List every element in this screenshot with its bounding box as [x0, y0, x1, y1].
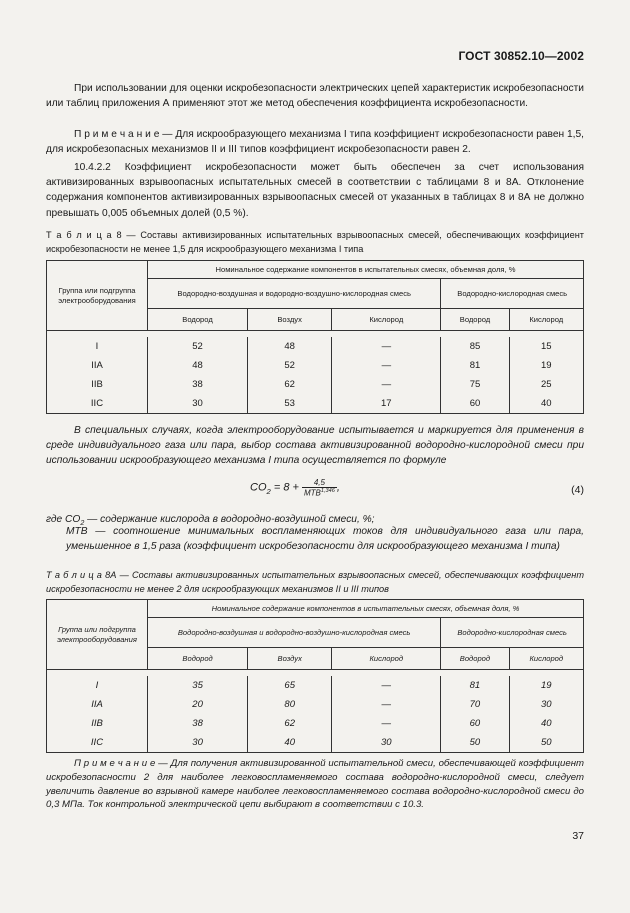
value-cell: 48	[148, 356, 248, 375]
value-cell: 81	[441, 356, 509, 375]
mix2-header: Водородно-кислородная смесь	[441, 618, 584, 648]
formula-fraction	[302, 478, 337, 498]
where-co2: где $CO_2$ — содержание кислорода в водородно-воздушной смеси, %;	[46, 514, 375, 528]
value-cell: 40	[509, 394, 583, 414]
col-header: Воздух	[248, 648, 332, 670]
value-cell: 38	[148, 714, 248, 733]
value-cell: 20	[148, 695, 248, 714]
col-header: Кислород	[332, 648, 441, 670]
note-label: П р и м е ч а н и е	[74, 758, 156, 769]
table-row	[47, 676, 584, 695]
table-row	[47, 375, 584, 394]
table-8a	[46, 599, 584, 753]
paragraph-special-cases: В специальных случаях, когда электрооборудование испытывается и маркируется для применения в среде индивидуального газа или пара, выбор состава активизированной водородно-кислородной смеси при использовании искрообразующего механизма I типа осуществляется по формуле	[46, 425, 584, 467]
col-header: Водород	[441, 648, 509, 670]
row-group-cell: I	[47, 337, 148, 356]
value-cell: 30	[332, 733, 441, 753]
value-cell: —	[332, 695, 441, 714]
row-group-cell: IIB	[47, 714, 148, 733]
nominal-header: Номинальное содержание компонентов в испытательных смесях, объемная доля, %	[148, 261, 584, 279]
formula-lhs-sub: 2	[266, 486, 271, 496]
paragraph-method: При использовании для оценки искробезопасности электрических цепей характеристик искробезопасности или таблиц приложения А применяют этот же метод обеспечения коэффициента искробезопасности.	[46, 83, 584, 110]
col-header: Кислород	[509, 309, 583, 331]
paragraph-10-4-2-2: 10.4.2.2 Коэффициент искробезопасности может быть обеспечен за счет использования активизированных взрывоопасных испытательных смесей в соответствии с таблицами 8 и 8А. Отклонение содержания компонентов активизированных взрывоопасных смесей от указанных в таблицах 8 и 8А не должно превышать 0,005 объемных долей (0,5 %).	[46, 162, 584, 219]
value-cell: 85	[441, 337, 509, 356]
value-cell: 75	[441, 375, 509, 394]
note-safety-factor	[46, 127, 584, 157]
note-pressure	[46, 757, 584, 812]
note-text: — Для искрообразующего механизма I типа коэффициент искробезопасности равен 1,5, для искробезопасных механизмов II и III типов коэффициент искробезопасности равен 2.	[46, 129, 585, 156]
group-header: Группа или подгруппа электрооборудования	[47, 600, 148, 670]
table-row	[47, 394, 584, 414]
row-group-cell: IIC	[47, 733, 148, 753]
value-cell: 48	[248, 337, 332, 356]
value-cell: 81	[441, 676, 509, 695]
value-cell: 50	[441, 733, 509, 753]
table-row	[47, 337, 584, 356]
row-group-cell: I	[47, 676, 148, 695]
equation-number: (4)	[571, 484, 584, 496]
formula-denominator: MTB$^{1,346}$	[303, 488, 335, 498]
group-header: Группа или подгруппа электрооборудования	[47, 261, 148, 331]
value-cell: 19	[509, 676, 583, 695]
value-cell: 52	[248, 356, 332, 375]
value-cell: 62	[248, 375, 332, 394]
document-id: ГОСТ 30852.10—2002	[458, 49, 584, 63]
formula-exponent: 1,346	[320, 488, 335, 494]
value-cell: 35	[148, 676, 248, 695]
value-cell: —	[332, 676, 441, 695]
value-cell: 38	[148, 375, 248, 394]
page-number: 37	[572, 830, 584, 842]
formula-lhs: CO	[250, 481, 267, 494]
col-header: Водород	[148, 648, 248, 670]
value-cell: 25	[509, 375, 583, 394]
value-cell: —	[332, 356, 441, 375]
value-cell: 60	[441, 394, 509, 414]
value-cell: 19	[509, 356, 583, 375]
table-8-caption: Т а б л и ц а 8 — Составы активизированных испытательных взрывоопасных смесей, обеспечивающих коэффициент искробезопасности не менее 1,5 для искрообразующего механизма I типа	[46, 230, 584, 254]
note-text: — Для получения активизированной испытательной смеси, обеспечивающей коэффициент искробезопасности 2 для наиболее легковоспламеняемого состава водородно-кислородной смеси, следует увеличить давление во взрывной камере наиболее легковоспламеняемого состава водородно-кислородной смеси до 0,3 МПа. Ток контрольной электрической цепи выбирают в соответствии с 10.3.	[46, 758, 584, 811]
table-row	[47, 695, 584, 714]
value-cell: 40	[248, 733, 332, 753]
value-cell: 52	[148, 337, 248, 356]
col-header: Водород	[441, 309, 509, 331]
col-header: Воздух	[248, 309, 332, 331]
value-cell: 15	[509, 337, 583, 356]
col-header: Водород	[148, 309, 248, 331]
value-cell: 60	[441, 714, 509, 733]
value-cell: 17	[332, 394, 441, 414]
mix2-header: Водородно-кислородная смесь	[441, 279, 584, 309]
value-cell: 65	[248, 676, 332, 695]
value-cell: 40	[509, 714, 583, 733]
value-cell: 70	[441, 695, 509, 714]
value-cell: 30	[148, 394, 248, 414]
value-cell: 80	[248, 695, 332, 714]
value-cell: 53	[248, 394, 332, 414]
mix1-header: Водородно-воздушная и водородно-воздушно-кислородная смесь	[148, 618, 441, 648]
table-row	[47, 733, 584, 753]
formula-numerator: 4,5	[302, 478, 337, 488]
value-cell: 30	[148, 733, 248, 753]
note-label: П р и м е ч а н и е	[74, 129, 160, 140]
row-group-cell: IIA	[47, 695, 148, 714]
col-header: Кислород	[509, 648, 583, 670]
table-row	[47, 356, 584, 375]
formula-tail: ,	[336, 481, 340, 494]
value-cell: —	[332, 714, 441, 733]
row-group-cell: IIC	[47, 394, 148, 414]
value-cell: 50	[509, 733, 583, 753]
value-cell: 30	[509, 695, 583, 714]
table-row	[47, 714, 584, 733]
formula-eq: = 8 +	[273, 481, 299, 494]
mix1-header: Водородно-воздушная и водородно-воздушно-кислородная смесь	[148, 279, 441, 309]
value-cell: —	[332, 337, 441, 356]
table-8a-caption: Т а б л и ц а 8А — Составы активизированных испытательных взрывоопасных смесей, обеспечивающих коэффициент искробезопасности не менее 2 для искрообразующих механизмов II и III типов	[46, 570, 584, 594]
value-cell: —	[332, 375, 441, 394]
nominal-header: Номинальное содержание компонентов в испытательных смесях, объемная доля, %	[148, 600, 584, 618]
row-group-cell: IIB	[47, 375, 148, 394]
row-group-cell: IIA	[47, 356, 148, 375]
col-header: Кислород	[332, 309, 441, 331]
where-mtb: МТВ — соотношение минимальных воспламеняющих токов для индивидуального газа или пара, уменьшенное в 1,5 раза (коэффициент искробезопасности для искрообразующего механизма I типа)	[66, 526, 584, 553]
formula-4	[250, 478, 340, 508]
value-cell: 62	[248, 714, 332, 733]
table-8	[46, 260, 584, 414]
